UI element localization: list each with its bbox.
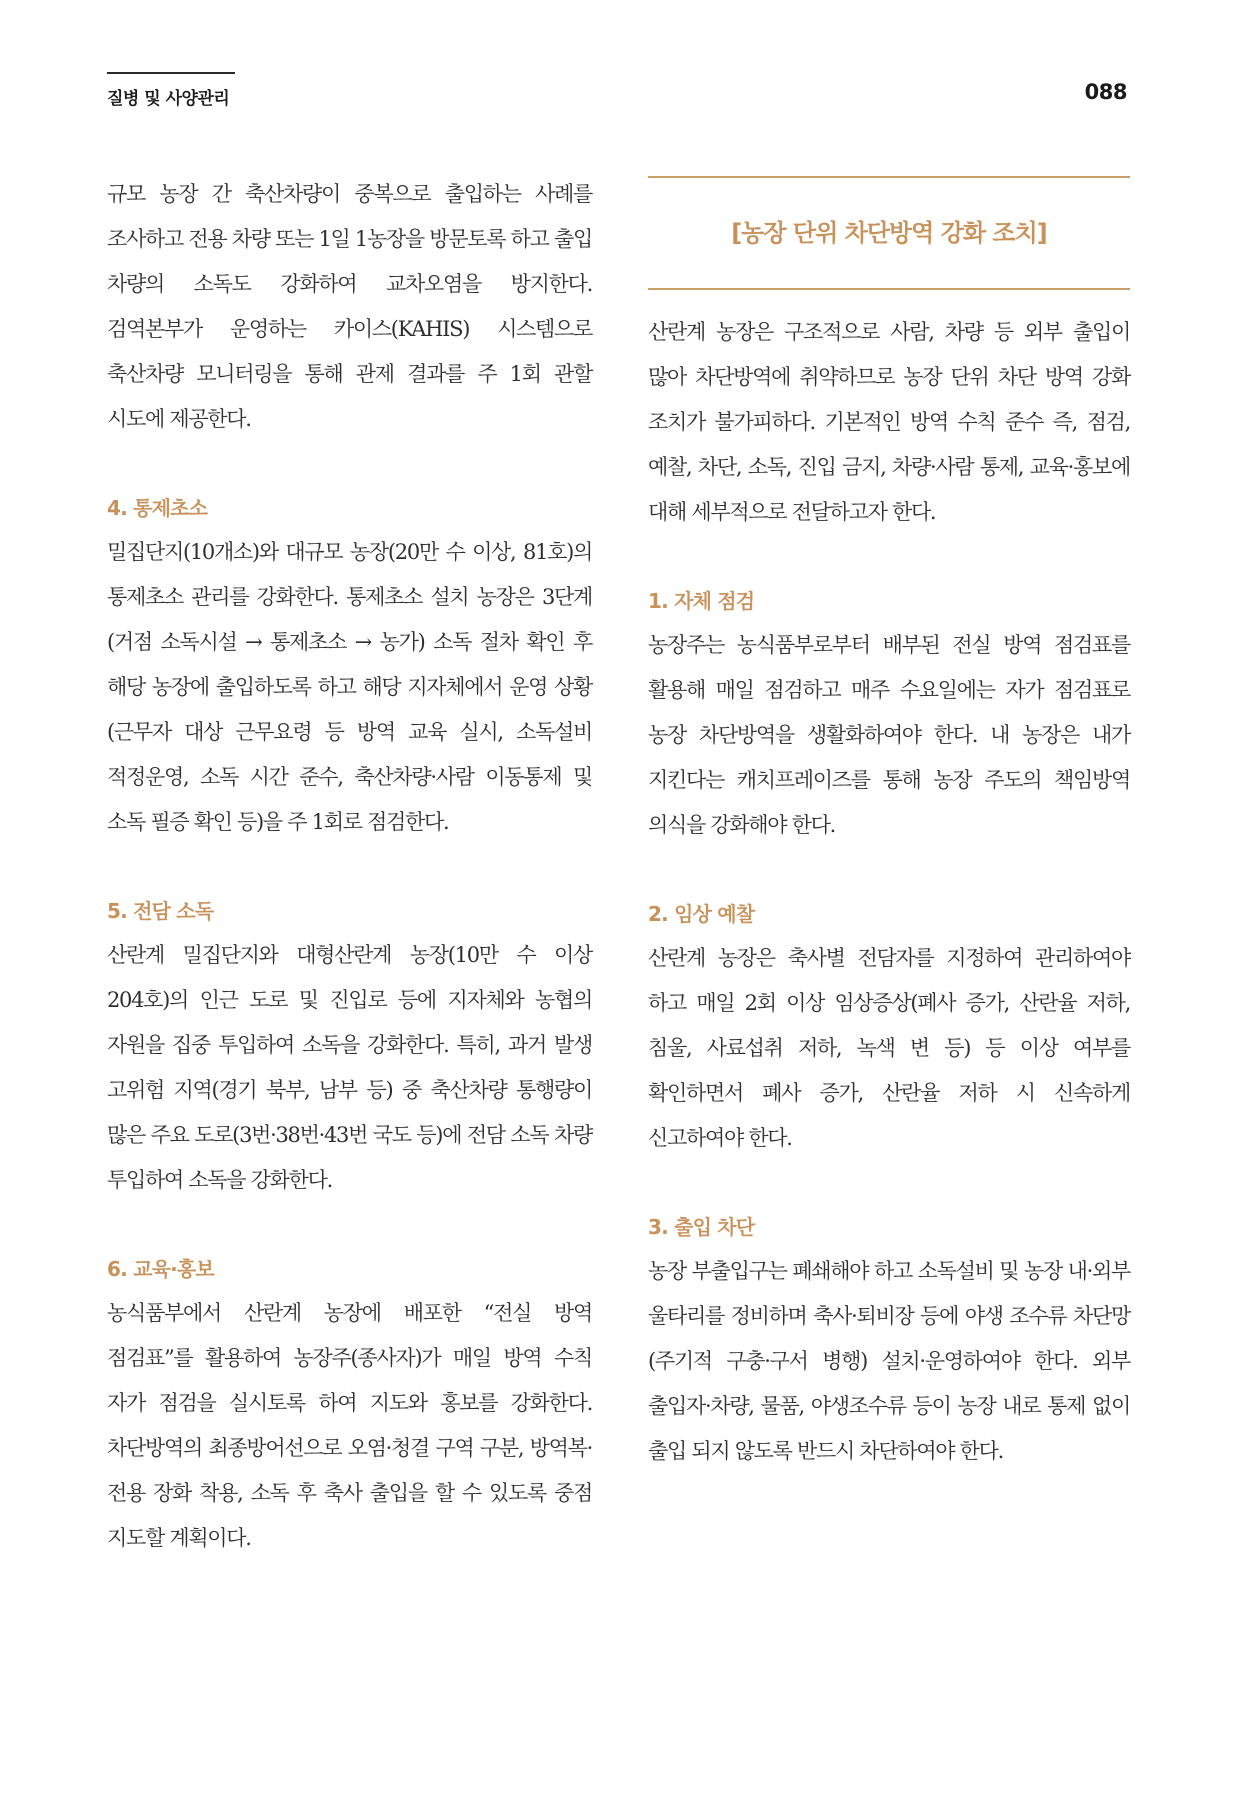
box-spacer bbox=[648, 290, 1130, 310]
section-heading-dedicated-disinfection: 5. 전담 소독 bbox=[107, 899, 214, 923]
section-gap bbox=[648, 535, 1130, 578]
section-paragraph-self-inspection: 농장주는 농식품부로부터 배부된 전실 방역 점검표를 활용해 매일 점검하고 매주 수요일에는 자가 점검표로 농장 차단방역을 생활화하여야 한다. 내 농장은 내가 지킨다는 캐치프레이즈를 통해 농장 주도의 책임방역 의식을 강화해야 한다. bbox=[648, 633, 1130, 837]
left-column bbox=[107, 172, 592, 1561]
section-title: 질병 및 사양관리 bbox=[107, 89, 230, 109]
section-heading-clinical-surveillance: 2. 임상 예찰 bbox=[648, 902, 755, 926]
section-paragraph-education: 농식품부에서 산란계 농장에 배포한 “전실 방역 점검표”를 활용하여 농장주(종사자)가 매일 방역 수칙 자가 점검을 실시토록 하여 지도와 홍보를 강화한다. 차단방역의 최종방어선으로 오염·청결 구역 구분, 방역복·전용 장화 착용, 소독 후 축사 출입을 할 수 있도록 중점 지도할 계획이다. bbox=[107, 1301, 592, 1550]
left-intro-paragraph: 규모 농장 간 축산차량이 중복으로 출입하는 사례를 조사하고 전용 차량 또는 1일 1농장을 방문토록 하고 출입 차량의 소독도 강화하여 교차오염을 방지한다. 검역본부가 운영하는 카이스(KAHIS) 시스템으로 축산차량 모니터링을 통해 관제 결과를 주 1회 관할 시도에 제공한다. bbox=[107, 182, 592, 431]
section-gap bbox=[648, 848, 1130, 891]
section-gap bbox=[107, 845, 592, 888]
section-heading-access-control: 3. 출입 차단 bbox=[648, 1215, 755, 1239]
section-paragraph-clinical-surveillance: 산란계 농장은 축사별 전담자를 지정하여 관리하여야 하고 매일 2회 이상 임상증상(폐사 증가, 산란율 저하, 침울, 사료섭취 저하, 녹색 변 등) 등 이상 여부를 확인하면서 폐사 증가, 산란율 저하 시 신속하게 신고하여야 한다. bbox=[648, 946, 1130, 1150]
header-rule bbox=[107, 72, 235, 74]
page-number: 088 bbox=[1084, 80, 1127, 104]
box-heading: [농장 단위 차단방역 강화 조치] bbox=[731, 219, 1047, 247]
section-heading-control-post: 4. 통제초소 bbox=[107, 496, 208, 520]
section-heading-self-inspection: 1. 자체 점검 bbox=[648, 589, 755, 613]
right-column bbox=[648, 176, 1130, 1474]
section-paragraph-dedicated-disinfection: 산란계 밀집단지와 대형산란계 농장(10만 수 이상 204호)의 인근 도로 및 진입로 등에 지자체와 농협의 자원을 집중 투입하여 소독을 강화한다. 특히, 과거 발생 고위험 지역(경기 북부, 남부 등) 중 축산차량 통행량이 많은 주요 도로(3번·38번·43번 국도 등)에 전담 소독 차량 투입하여 소독을 강화한다. bbox=[107, 943, 592, 1192]
section-heading-education: 6. 교육·홍보 bbox=[107, 1257, 214, 1281]
section-gap bbox=[107, 442, 592, 485]
section-paragraph-control-post: 밀집단지(10개소)와 대규모 농장(20만 수 이상, 81호)의 통제초소 관리를 강화한다. 통제초소 설치 농장은 3단계(거점 소독시설 → 통제초소 → 농가) 소독 절차 확인 후 해당 농장에 출입하도록 하고 해당 지자체에서 운영 상황(근무자 대상 근무요령 등 방역 교육 실시, 소독설비 적정운영, 소독 시간 준수, 축산차량·사람 이동통제 및 소독 필증 확인 등)을 주 1회로 점검한다. bbox=[107, 540, 592, 834]
right-intro-paragraph: 산란계 농장은 구조적으로 사람, 차량 등 외부 출입이 많아 차단방역에 취약하므로 농장 단위 차단 방역 강화 조치가 불가피하다. 기본적인 방역 수칙 준수 즉, 점검, 예찰, 차단, 소독, 진입 금지, 차량·사람 통제, 교육·홍보에 대해 세부적으로 전달하고자 한다. bbox=[648, 320, 1130, 524]
running-header bbox=[107, 72, 235, 109]
section-gap bbox=[648, 1161, 1130, 1204]
section-gap bbox=[107, 1203, 592, 1246]
section-paragraph-access-control: 농장 부출입구는 폐쇄해야 하고 소독설비 및 농장 내·외부 울타리를 정비하며 축사·퇴비장 등에 야생 조수류 차단망(주기적 구충·구서 병행) 설치·운영하여야 한다. 외부 출입자·차량, 물품, 야생조수류 등이 농장 내로 통제 없이 출입 되지 않도록 반드시 차단하여야 한다. bbox=[648, 1259, 1130, 1463]
